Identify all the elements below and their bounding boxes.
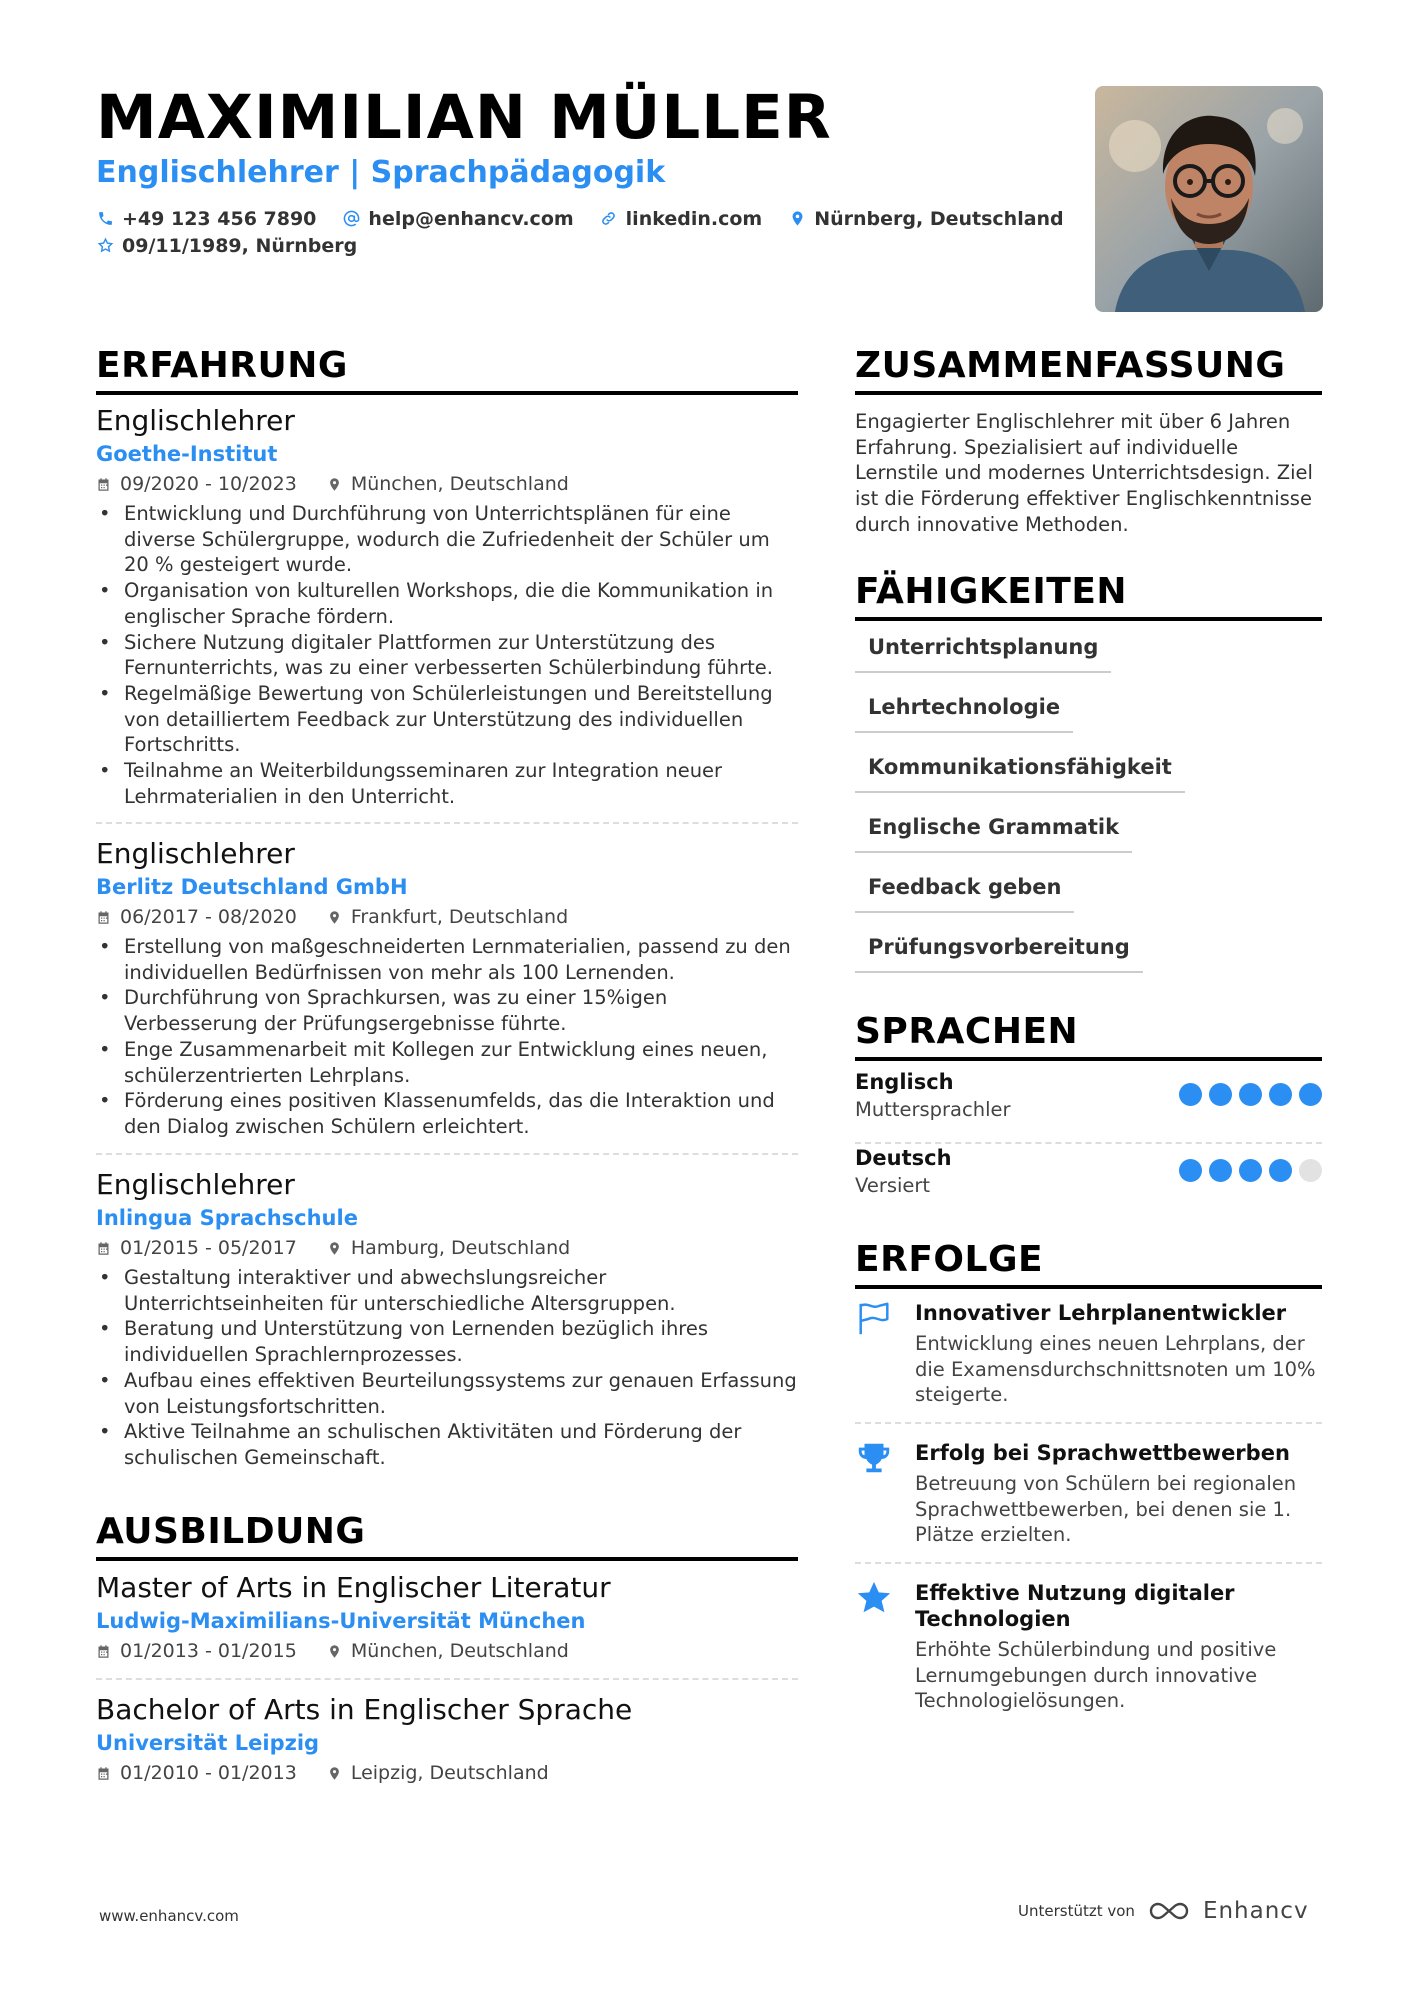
location-pin-icon xyxy=(327,477,342,492)
bullet-item: • Aufbau eines effektiven Beurteilungssystems zur genauen Erfassung von Leistungsfortschritten. xyxy=(96,1368,798,1419)
job-date: 09/2020 - 10/2023 xyxy=(120,473,297,495)
location-pin-icon xyxy=(327,1241,342,1256)
star-icon xyxy=(855,1580,895,1620)
achievement-desc: Betreuung von Schülern bei regionalen Sprachwettbewerben, bei denen sie 1. Plätze erzielten. xyxy=(915,1472,1297,1547)
profile-photo xyxy=(1095,86,1323,312)
job-location: Hamburg, Deutschland xyxy=(350,1237,571,1259)
location-pin-icon xyxy=(327,1644,342,1659)
bullet-item: • Beratung und Unterstützung von Lernenden bezüglich ihres individuellen Sprachlernprozesses. xyxy=(96,1316,798,1367)
bullet-item: • Entwicklung und Durchführung von Unterrichtsplänen für eine diverse Schülergruppe, wodurch die Zufriedenheit der Schüler um 20 % gesteigert wurde. xyxy=(96,501,798,578)
divider xyxy=(96,1678,798,1680)
candidate-name: MAXIMILIAN MÜLLER xyxy=(96,82,832,153)
bullet-item: • Organisation von kulturellen Workshops, die die Kommunikation in englischer Sprache fördern. xyxy=(96,578,798,629)
education-meta xyxy=(96,1758,798,1788)
footer-branding xyxy=(1018,1898,1309,1924)
bullet-item: • Regelmäßige Bewertung von Schülerleistungen und Bereitstellung von detailliertem Feedback zur Unterstützung des individuellen Fortschritts. xyxy=(96,681,798,758)
skill-tag: Unterrichtsplanung xyxy=(855,632,1111,673)
education-item xyxy=(96,1570,798,1666)
achievement-desc: Erhöhte Schülerbindung und positive Lernumgebungen durch innovative Technologielösungen. xyxy=(915,1638,1277,1713)
languages-heading: SPRACHEN xyxy=(855,1012,1322,1061)
language-name: Deutsch xyxy=(855,1146,952,1170)
skill-tag: Lehrtechnologie xyxy=(855,692,1073,733)
experience-heading: ERFAHRUNG xyxy=(96,346,798,395)
achievement-title: Effektive Nutzung digitaler Technologien xyxy=(915,1581,1235,1631)
bullet-item: • Teilnahme an Weiterbildungsseminaren zur Integration neuer Lehrmaterialien in den Unterricht. xyxy=(96,758,798,809)
education-location: München, Deutschland xyxy=(350,1640,569,1662)
language-rating xyxy=(1179,1083,1322,1106)
skill-tag: Englische Grammatik xyxy=(855,812,1132,853)
divider xyxy=(96,1153,798,1155)
languages-list xyxy=(855,1068,1322,1220)
rating-dot-filled xyxy=(1269,1159,1292,1182)
contact-location xyxy=(788,208,1063,230)
birth-text: 09/11/1989, Nürnberg xyxy=(122,234,358,257)
rating-dot-empty xyxy=(1299,1159,1322,1182)
achievements-section xyxy=(855,1240,1322,1289)
summary-section xyxy=(855,346,1322,538)
location-pin-icon xyxy=(327,910,342,925)
linkedin-text: linkedin.com xyxy=(625,207,763,230)
language-name: Englisch xyxy=(855,1070,954,1094)
location-pin-icon xyxy=(788,210,806,228)
language-item xyxy=(855,1144,1322,1220)
skill-tag: Kommunikationsfähigkeit xyxy=(855,752,1185,793)
job-meta xyxy=(96,469,798,499)
contact-linkedin[interactable] xyxy=(600,208,763,230)
rating-dot-filled xyxy=(1299,1083,1322,1106)
achievement-title: Erfolg bei Sprachwettbewerben xyxy=(915,1441,1290,1465)
achievement-item xyxy=(855,1580,1322,1714)
calendar-icon xyxy=(96,1766,111,1781)
trophy-icon xyxy=(855,1440,895,1480)
experience-item xyxy=(96,1167,798,1471)
contact-email[interactable] xyxy=(342,208,573,230)
at-icon xyxy=(342,210,360,228)
job-location: Frankfurt, Deutschland xyxy=(350,906,569,928)
job-location: München, Deutschland xyxy=(350,473,569,495)
education-date: 01/2010 - 01/2013 xyxy=(120,1762,297,1784)
rating-dot-filled xyxy=(1209,1083,1232,1106)
experience-section xyxy=(96,346,798,395)
language-level: Versiert xyxy=(855,1174,931,1197)
powered-by-text: Unterstützt von xyxy=(1018,1902,1135,1920)
language-item xyxy=(855,1068,1322,1144)
skills-section xyxy=(855,572,1322,621)
calendar-icon xyxy=(96,910,111,925)
language-level: Muttersprachler xyxy=(855,1098,1011,1121)
contact-info xyxy=(96,205,1064,259)
job-company: Berlitz Deutschland GmbH xyxy=(96,875,408,899)
rating-dot-filled xyxy=(1239,1083,1262,1106)
school-name: Universität Leipzig xyxy=(96,1731,320,1755)
achievement-desc: Entwicklung eines neuen Lehrplans, der die Examensdurchschnittsnoten um 10% steigerte. xyxy=(915,1332,1316,1407)
job-date: 06/2017 - 08/2020 xyxy=(120,906,297,928)
rating-dot-filled xyxy=(1269,1083,1292,1106)
link-icon xyxy=(600,210,618,228)
job-company: Goethe-Institut xyxy=(96,442,278,466)
achievement-item xyxy=(855,1300,1322,1424)
degree-title: Master of Arts in Englischer Literatur xyxy=(96,1571,611,1604)
job-company: Inlingua Sprachschule xyxy=(96,1206,358,1230)
footer-website[interactable]: www.enhancv.com xyxy=(99,1907,239,1925)
skill-tag: Prüfungsvorbereitung xyxy=(855,932,1143,973)
phone-icon xyxy=(96,210,114,228)
job-bullets xyxy=(96,934,798,1140)
degree-title: Bachelor of Arts in Englischer Sprache xyxy=(96,1693,633,1726)
star-outline-icon xyxy=(96,237,114,255)
achievements-heading: ERFOLGE xyxy=(855,1240,1322,1289)
bullet-item: • Erstellung von maßgeschneiderten Lernmaterialien, passend zu den individuellen Bedürfnissen von mehr als 100 Lernenden. xyxy=(96,934,798,985)
job-bullets xyxy=(96,1265,798,1471)
bullet-item: • Sichere Nutzung digitaler Plattformen zur Unterstützung des Fernunterrichts, was zu einer verbesserten Schülerbindung führte. xyxy=(96,630,798,681)
calendar-icon xyxy=(96,477,111,492)
school-name: Ludwig-Maximilians-Universität München xyxy=(96,1609,586,1633)
candidate-title: Englischlehrer | Sprachpädagogik xyxy=(96,155,666,190)
experience-item xyxy=(96,836,798,1140)
education-item xyxy=(96,1692,798,1788)
rating-dot-filled xyxy=(1179,1083,1202,1106)
bullet-item: • Durchführung von Sprachkursen, was zu einer 15%igen Verbesserung der Prüfungsergebnisse führte. xyxy=(96,985,798,1036)
bullet-item: • Förderung eines positiven Klassenumfelds, das die Interaktion und den Dialog zwischen Schülern erleichtert. xyxy=(96,1088,798,1139)
language-rating xyxy=(1179,1159,1322,1182)
bullet-item: • Enge Zusammenarbeit mit Kollegen zur Entwicklung eines neuen, schülerzentrierten Lehrplans. xyxy=(96,1037,798,1088)
skills-list xyxy=(855,632,1322,992)
job-bullets xyxy=(96,501,798,809)
calendar-icon xyxy=(96,1644,111,1659)
skills-heading: FÄHIGKEITEN xyxy=(855,572,1322,621)
rating-dot-filled xyxy=(1239,1159,1262,1182)
contact-birth xyxy=(96,235,357,257)
flag-icon xyxy=(855,1300,895,1340)
divider xyxy=(96,822,798,824)
rating-dot-filled xyxy=(1209,1159,1232,1182)
education-location: Leipzig, Deutschland xyxy=(350,1762,549,1784)
education-meta xyxy=(96,1636,798,1666)
achievement-item xyxy=(855,1440,1322,1564)
job-title: Englischlehrer xyxy=(96,1168,295,1201)
job-title: Englischlehrer xyxy=(96,404,295,437)
calendar-icon xyxy=(96,1241,111,1256)
location-text: Nürnberg, Deutschland xyxy=(814,207,1064,230)
email-text: help@enhancv.com xyxy=(368,207,574,230)
experience-item xyxy=(96,403,798,809)
job-meta xyxy=(96,1233,798,1263)
education-section xyxy=(96,1512,798,1561)
bullet-item: • Aktive Teilnahme an schulischen Aktivitäten und Förderung der schulischen Gemeinschaft. xyxy=(96,1419,798,1470)
job-meta xyxy=(96,902,798,932)
contact-phone[interactable] xyxy=(96,208,316,230)
job-date: 01/2015 - 05/2017 xyxy=(120,1237,297,1259)
brand-name: Enhancv xyxy=(1202,1898,1309,1924)
education-heading: AUSBILDUNG xyxy=(96,1512,798,1561)
education-date: 01/2013 - 01/2015 xyxy=(120,1640,297,1662)
bullet-item: • Gestaltung interaktiver und abwechslungsreicher Unterrichtseinheiten für unterschiedliche Altersgruppen. xyxy=(96,1265,798,1316)
job-title: Englischlehrer xyxy=(96,837,295,870)
enhancv-logo-icon xyxy=(1147,1900,1191,1922)
location-pin-icon xyxy=(327,1766,342,1781)
summary-text: Engagierter Englischlehrer mit über 6 Jahren Erfahrung. Spezialisiert auf individuelle Lernstile und modernes Unterrichtsdesign. Ziel ist die Förderung effektiver Englischkenntnisse durch innovative Methoden. xyxy=(855,410,1313,536)
summary-heading: ZUSAMMENFASSUNG xyxy=(855,346,1322,395)
phone-text: +49 123 456 7890 xyxy=(122,207,317,230)
achievement-title: Innovativer Lehrplanentwickler xyxy=(915,1301,1287,1325)
skill-tag: Feedback geben xyxy=(855,872,1074,913)
rating-dot-filled xyxy=(1179,1159,1202,1182)
languages-section xyxy=(855,1012,1322,1061)
